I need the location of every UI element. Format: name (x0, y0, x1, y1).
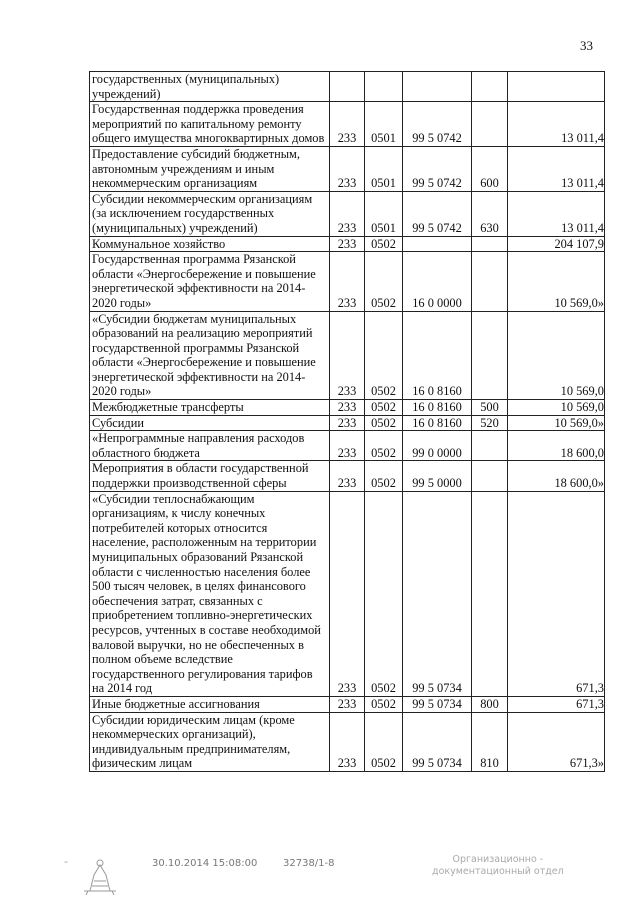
row-sum: 10 569,0 (508, 400, 605, 416)
row-sum: 671,3 (508, 696, 605, 712)
row-sum: 18 600,0 (508, 431, 605, 461)
row-csr: 99 5 0742 (403, 146, 472, 191)
table-row (90, 146, 605, 191)
table-row (90, 415, 605, 431)
row-csr: 99 5 0000 (403, 461, 472, 491)
row-sum: 13 011,4 (508, 102, 605, 147)
row-vr: 800 (472, 696, 508, 712)
row-csr: 16 0 8160 (403, 311, 472, 400)
row-vr (472, 102, 508, 147)
row-name: Мероприятия в области государственной поддержки производственной сферы (90, 461, 330, 491)
row-vr (472, 431, 508, 461)
row-vr: 500 (472, 400, 508, 416)
row-vr: 810 (472, 712, 508, 771)
row-name: Иные бюджетные ассигнования (90, 696, 330, 712)
row-ved: 233 (330, 712, 365, 771)
table-row (90, 696, 605, 712)
row-vr (472, 461, 508, 491)
row-sum: 18 600,0» (508, 461, 605, 491)
row-sum: 13 011,4 (508, 191, 605, 236)
row-rz: 0502 (365, 252, 403, 311)
row-ved: 233 (330, 491, 365, 696)
separator-dash: - (64, 855, 68, 868)
table-row (90, 311, 605, 400)
row-csr: 16 0 8160 (403, 400, 472, 416)
row-sum: 13 011,4 (508, 146, 605, 191)
footer-department-line2: документационный отдел (432, 866, 564, 877)
row-sum: 10 569,0» (508, 252, 605, 311)
footer (0, 845, 640, 905)
row-vr (472, 491, 508, 696)
row-name: Предоставление субсидий бюджетным, автономным учреждениям и иным некоммерческим организациям (90, 146, 330, 191)
row-sum: 671,3 (508, 491, 605, 696)
row-sum (508, 72, 605, 102)
row-name: «Субсидии теплоснабжающим организациям, к числу конечных потребителей которых относится население, расположенным на территории муниципальных образований Рязанской области с численностью населения более 500 тысяч человек, в целях финансового обеспечения затрат, связанных с приобретением топливно-энергетических ресурсов, учтенных в составе необходимой валовой выручки, но не обеспеченных в полном объеме вследствие государственного регулирования тарифов на 2014 год (90, 491, 330, 696)
row-ved: 233 (330, 415, 365, 431)
row-rz (365, 72, 403, 102)
row-name: Коммунальное хозяйство (90, 236, 330, 252)
table-row (90, 712, 605, 771)
row-name: Государственная поддержка проведения мероприятий по капитальному ремонту общего имущества многоквартирных домов (90, 102, 330, 147)
table-row (90, 252, 605, 311)
table-row (90, 236, 605, 252)
row-ved: 233 (330, 102, 365, 147)
row-name: Субсидии некоммерческим организациям (за исключением государственных (муниципальных) учреждений) (90, 191, 330, 236)
table-row (90, 102, 605, 147)
row-ved: 233 (330, 236, 365, 252)
row-vr: 520 (472, 415, 508, 431)
row-rz: 0502 (365, 461, 403, 491)
row-rz: 0502 (365, 311, 403, 400)
row-vr (472, 72, 508, 102)
row-csr: 99 5 0742 (403, 191, 472, 236)
row-ved: 233 (330, 431, 365, 461)
row-sum: 10 569,0 (508, 311, 605, 400)
table-row (90, 461, 605, 491)
row-csr (403, 236, 472, 252)
row-ved: 233 (330, 461, 365, 491)
row-csr: 99 5 0734 (403, 491, 472, 696)
footer-timestamp: 30.10.2014 15:08:00 (152, 858, 258, 869)
row-csr: 16 0 0000 (403, 252, 472, 311)
row-vr (472, 236, 508, 252)
row-vr: 630 (472, 191, 508, 236)
row-name: Субсидии (90, 415, 330, 431)
row-rz: 0502 (365, 491, 403, 696)
row-name: Межбюджетные трансферты (90, 400, 330, 416)
table-row (90, 191, 605, 236)
row-csr: 99 5 0734 (403, 712, 472, 771)
row-ved (330, 72, 365, 102)
row-name: Государственная программа Рязанской области «Энергосбережение и повышение энергетической эффективности на 2014-2020 годы» (90, 252, 330, 311)
footer-department-line1: Организационно - (452, 854, 544, 865)
footer-doc-id: 32738/1-8 (283, 858, 335, 869)
row-rz: 0502 (365, 236, 403, 252)
row-csr: 16 0 8160 (403, 415, 472, 431)
table-row (90, 491, 605, 696)
row-rz: 0501 (365, 102, 403, 147)
table-row (90, 72, 605, 102)
row-ved: 233 (330, 311, 365, 400)
row-csr: 99 5 0734 (403, 696, 472, 712)
row-rz: 0502 (365, 712, 403, 771)
row-ved: 233 (330, 696, 365, 712)
row-csr: 99 0 0000 (403, 431, 472, 461)
row-rz: 0502 (365, 400, 403, 416)
table-row (90, 400, 605, 416)
row-rz: 0501 (365, 191, 403, 236)
row-vr (472, 252, 508, 311)
row-ved: 233 (330, 252, 365, 311)
row-name: Субсидии юридическим лицам (кроме некоммерческих организаций), индивидуальным предпринимателям, физическим лицам (90, 712, 330, 771)
row-sum: 204 107,9 (508, 236, 605, 252)
row-csr: 99 5 0742 (403, 102, 472, 147)
row-vr (472, 311, 508, 400)
row-ved: 233 (330, 146, 365, 191)
row-rz: 0501 (365, 146, 403, 191)
footer-department (432, 854, 564, 878)
table-row (90, 431, 605, 461)
row-rz: 0502 (365, 415, 403, 431)
row-vr: 600 (472, 146, 508, 191)
row-sum: 10 569,0» (508, 415, 605, 431)
row-name: «Непрограммные направления расходов областного бюджета (90, 431, 330, 461)
row-rz: 0502 (365, 431, 403, 461)
row-name: «Субсидии бюджетам муниципальных образований на реализацию мероприятий государственной программы Рязанской области «Энергосбережение и повышение энергетической эффективности на 2014-2020 годы» (90, 311, 330, 400)
row-sum: 671,3» (508, 712, 605, 771)
page-number: 33 (580, 38, 593, 53)
budget-table (89, 71, 605, 772)
row-csr (403, 72, 472, 102)
document-stamp-icon (70, 851, 130, 897)
row-name: государственных (муниципальных) учреждений) (90, 72, 330, 102)
row-ved: 233 (330, 400, 365, 416)
row-rz: 0502 (365, 696, 403, 712)
row-ved: 233 (330, 191, 365, 236)
